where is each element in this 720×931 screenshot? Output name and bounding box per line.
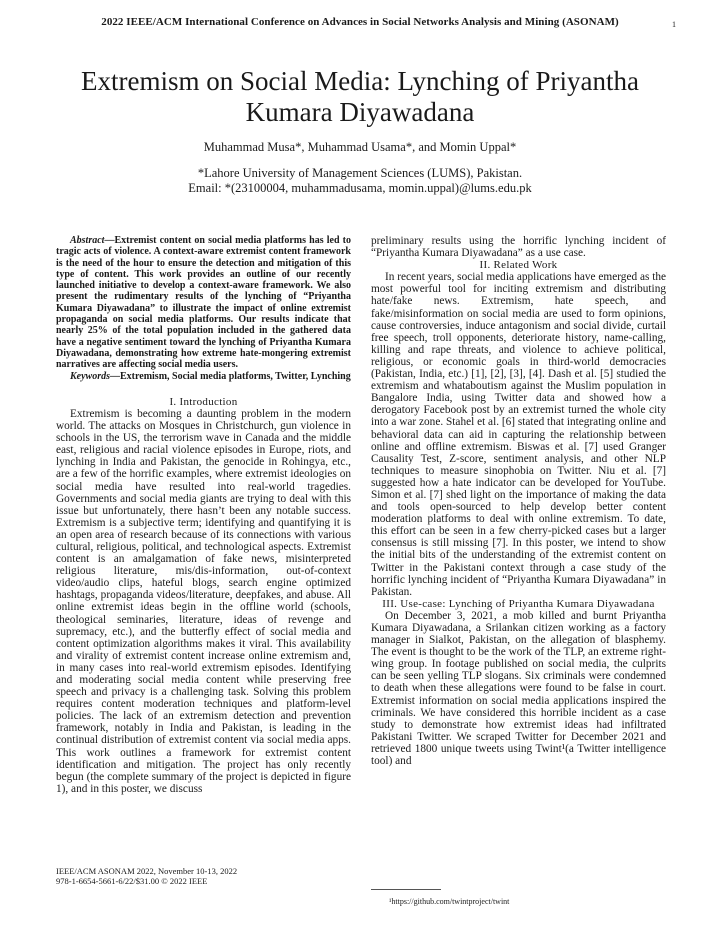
introduction-paragraph: Extremism is becoming a daunting problem in the modern world. The attacks on Mosques in Christchurch, gun violence in schools in the US, the terrorism wave in Canada and the middle east, religious and racial violence episodes in Europe, riots, and lynching in India and Pakistan, the genocide in Rohingya, etc., are a few of the horrific examples, where extremist ideologies on social media have resulted into real-world tragedies. Governments and social media giants are trying to deal with this issue but unfortunately, there hasn’t been any notable success. Extremism is a subjective term; identifying and quantifying it is an open area of research because of its connections with various cultural, religious, political, and technological aspects. Extremist content is an amalgamation of fake news, misinterpreted religious literature, mis/dis-information, out-of-context video/audio clips, hateful blogs, search engine optimized hashtags, propaganda videos/literature, deepfakes, and abuse. All online extremist ideas begin in the offline world (schools, theological seminaries, literature, ideas of revenge and supremacy, etc.), and the butterfly effect of social media and content optimization algorithms makes it viral. This availability and virality of extremist content increase online extremism and, in many cases into real-world extremism episodes. Identifying and moderating social media content while preserving free speech and privacy is a challenging task. Solving this problem requires content moderation techniques and platform-level policies. The lack of an extremism detection and prevention framework, notably in India and Pakistan, is leading in the continual distribution of extremist content via social media apps. This work outlines a framework for extremist content identification and mitigation. The project has only recently begun (the complete summary of the project is depicted in figure 1), and in this poster, we discuss [56,407,351,795]
affiliation-institution: *Lahore University of Management Sciences (LUMS), Pakistan. [197,166,523,180]
section-heading-use-case: III. Use-case: Lynching of Priyantha Kumara Diyawadana [382,597,655,610]
affiliation [40,166,680,196]
related-work-paragraph: In recent years, social media applications have emerged as the most powerful tool for inciting extremism and distributing hate/fake news. Extremism, hate speech, and fake/misinformation on social media are used to form opinions, cause controversies, induce antagonism and social divide, curtail free speech, troll opponents, deteriorate history, name-calling, killing and rape threats, and violence to achieve political, religious, or economic goals in third-world democracies (Pakistan, India, etc.) [1], [2], [3], [4]. Dash et al. [5] studied the extremism and whataboutism against the Muslim population in Bangalore India, using Twitter data and showed how a derogatory Facebook post by an extremist turned the whole city into a war zone. Stahel et al. [6] stated that integrating online and behavioral data can aid in capturing the relationship between online and offline extremism. Biswas et al. [7] used Granger Causality Test, Z-score, sentiment analysis, and other NLP techniques to measure sinophobia on Twitter. Niu et al. [7] suggested how a hate indicator can be developed for YouTube. Simon et al. [7] shed light on the importance of making the data and tools open-sourced to help develop better content moderation platforms to deal with online extremism. To date, this effort can be seen in a few cherry-picked cases but a larger consensus is still missing [7]. In this poster, we intend to show the initial bits of the understanding of the extremist content on Twitter in the Pakistani context through a case study of the horrific lynching incident of “Priyantha Kumara Diyawadana” in Pakistan. [371,271,666,598]
right-column [371,235,666,767]
paper-title: Extremism on Social Media: Lynching of Priyantha Kumara Diyawadana [81,66,639,127]
abstract [56,235,351,371]
section-heading-introduction: I. Introduction [169,395,238,408]
keywords [56,371,351,382]
author-list: Muhammad Musa*, Muhammad Usama*, and Momin Uppal* [203,140,517,154]
footnote-twint-link: ¹https://github.com/twintproject/twint [389,897,510,906]
footer-isbn: 978-1-6654-5661-6/22/$31.00 © 2022 IEEE [56,876,208,886]
footnote-rule [371,889,441,890]
keywords-label: Keywords [70,370,110,382]
abstract-text: —Extremist content on social media platforms has led to tragic acts of violence. A context-aware extremist content framework is the need of the hour to ensure the detection and mitigation of this type of content. This work provides an outline of our recently launched initiative to develop a context-aware framework. We also present the rudimentary results of the lynching of “Priyantha Kumara Diyawadana” to illustrate the impact of online extremist propaganda on social media platforms. Our results indicate that nearly 25% of the total population included in the gathered data have a negative sentiment toward the lynching of Priyantha Kumara Diyawadana, demonstrating how extreme hate-mongering extremist narratives are affecting social media users. [56,235,351,371]
affiliation-email: Email: *(23100004, muhammadusama, momin.uppal)@lums.edu.pk [188,181,532,195]
use-case-paragraph: On December 3, 2021, a mob killed and burnt Priyantha Kumara Diyawadana, a Srilankan citizen working as a factory manager in Sialkot, Pakistan, on the allegation of blasphemy. The event is thought to be the work of the TLP, an extreme right-wing group. In footage published on social media, the culprits can be seen yelling TLP slogans. Six criminals were condemned to death when these allegations were found to be false in court. Extremist information on social media applications inspired the criminals. We have considered this horrible incident as a case study to demonstrate how extremist ideas had infiltrated Pakistani Twitter. We scraped Twitter for December 2021 and retrieved 1800 unique tweets using Twint¹(a Twitter intelligence tool) and [371,609,666,768]
keywords-text: —Extremism, Social media platforms, Twitter, Lynching [110,370,351,382]
copyright-footer [56,866,356,886]
conference-header: 2022 IEEE/ACM International Conference on Advances in Social Networks Analysis and Mining (ASONAM) [101,16,619,28]
abstract-label: Abstract [70,235,105,246]
preliminary-results-text: preliminary results using the horrific lynching incident of “Priyantha Kumara Diyawadana” as a use case. [371,235,666,260]
section-heading-related-work: II. Related Work [479,259,558,272]
page-number: 1 [672,20,676,29]
footer-conference: IEEE/ACM ASONAM 2022, November 10-13, 2022 [56,866,238,876]
left-column [56,235,351,795]
